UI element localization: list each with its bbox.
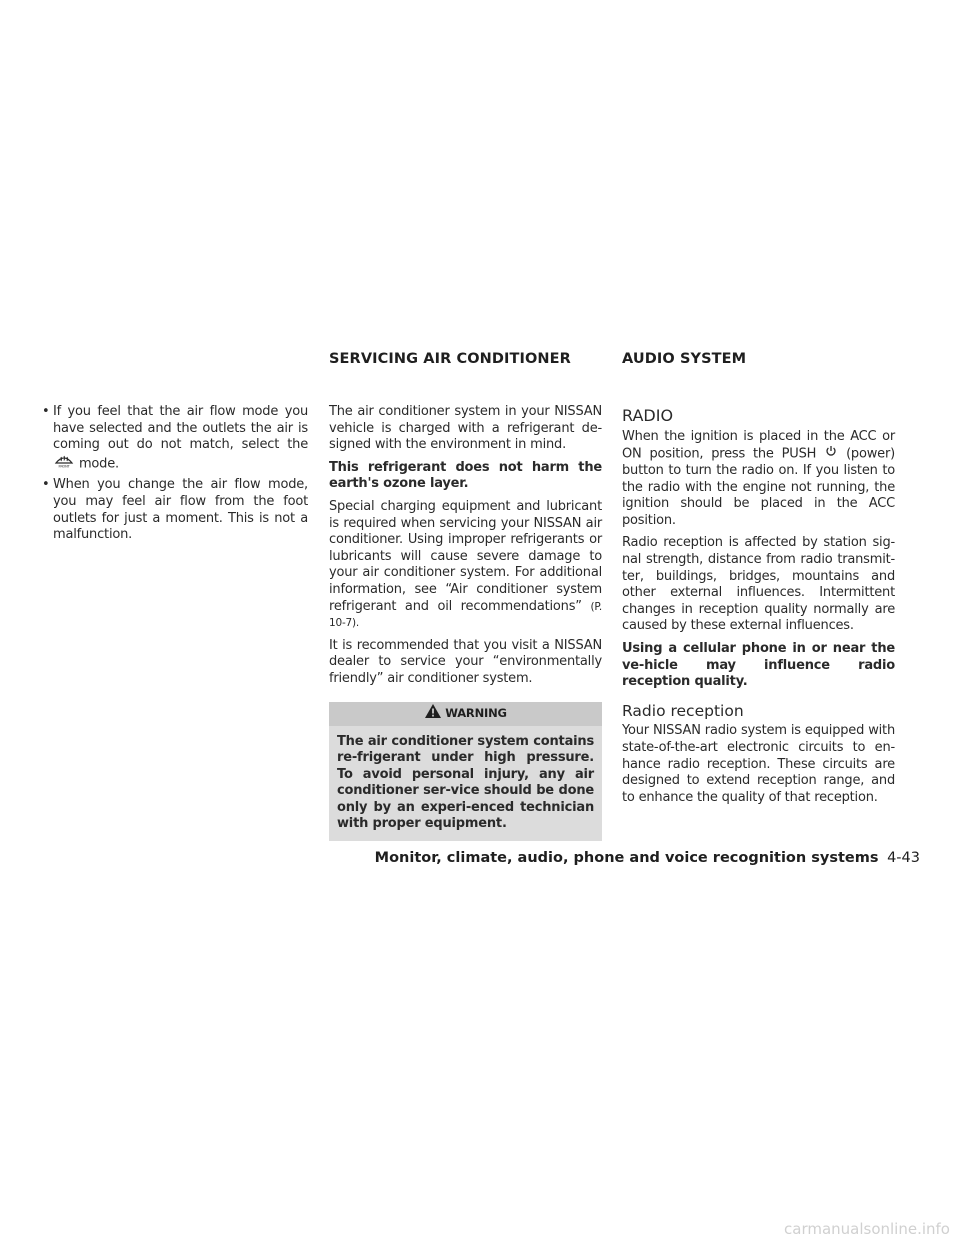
watermark: carmanualsonline.info: [784, 1220, 950, 1238]
list-item: [40, 404, 308, 473]
page-footer: [375, 850, 920, 866]
warning-box: [329, 702, 602, 842]
cellular-caution: Using a cellular phone in or near the ve-hicle may influence radio reception quality.: [622, 641, 895, 690]
section-title-servicing: SERVICING AIR CONDITIONER: [329, 351, 571, 367]
servicing-column: [329, 404, 602, 841]
radio-heading: RADIO: [622, 406, 674, 425]
page-reference: (P. 10-7).: [329, 600, 603, 630]
audio-paragraph-1-text-after: (power) button to turn the radio on. If you listen to the radio with the engine not running, the ignition should be placed in the ACC position.: [622, 446, 895, 528]
front-defrost-icon: [53, 454, 75, 474]
footer-chapter-title: Monitor, climate, audio, phone and voice recognition systems: [374, 850, 879, 866]
servicing-paragraph-3: [329, 499, 602, 632]
warning-icon: [424, 703, 445, 724]
bullet1-text-after: mode.: [78, 456, 119, 472]
servicing-paragraph-4: It is recommended that you visit a NISSAN dealer to service your “environmentally friendly” air conditioner system.: [329, 637, 602, 686]
list-item: [40, 477, 308, 543]
warning-text: The air conditioner system contains re-frigerant under high pressure. To avoid personal injury, any air conditioner ser-vice should be done only by an experi-enced technician with proper equipment.: [337, 733, 594, 832]
servicing-paragraph-3-text: Special charging equipment and lubricant is required when servicing your NISSAN air conditioner. Using improper refrigerants or lubricants will cause severe damage to your air conditioner system. For additional information, see “Air conditioner system refrigerant and oil recommendations”: [329, 498, 602, 614]
audio-paragraph-1: [622, 429, 895, 530]
warning-label: WARNING: [445, 706, 507, 721]
audio-column: [622, 404, 895, 812]
power-icon: [824, 445, 838, 463]
audio-paragraph-4: Your NISSAN radio system is equipped with state-of-the-art electronic circuits to en-hance radio reception. These circuits are designed to extend reception range, and to enhance the quality of that reception.: [622, 723, 895, 805]
audio-paragraph-1-text: When the ignition is placed in the ACC or ON position, press the PUSH: [622, 428, 895, 462]
bullet1-text: If you feel that the air flow mode you have selected and the outlets the air is coming out do not match, select the: [53, 404, 308, 453]
left-column: [40, 404, 308, 548]
ozone-statement: This refrigerant does not harm the earth's ozone layer.: [329, 459, 602, 492]
page-number: 4-43: [887, 850, 920, 866]
warning-header: [329, 702, 602, 726]
svg-text:FRONT: FRONT: [58, 464, 70, 468]
servicing-paragraph-1: The air conditioner system in your NISSAN vehicle is charged with a refrigerant de-signed with the environment in mind.: [329, 404, 602, 453]
bullet2-text: When you change the air flow mode, you may feel air flow from the foot outlets for just a moment. This is not a malfunction.: [53, 477, 308, 543]
radio-reception-heading: Radio reception: [622, 701, 744, 720]
audio-paragraph-2: Radio reception is affected by station sig-nal strength, distance from radio transmit-ter, buildings, bridges, mountains and other external influences. Intermittent changes in reception quality normally are caused by these external influences.: [622, 535, 895, 634]
section-title-audio: AUDIO SYSTEM: [622, 351, 747, 367]
bullet-list: [40, 404, 308, 544]
